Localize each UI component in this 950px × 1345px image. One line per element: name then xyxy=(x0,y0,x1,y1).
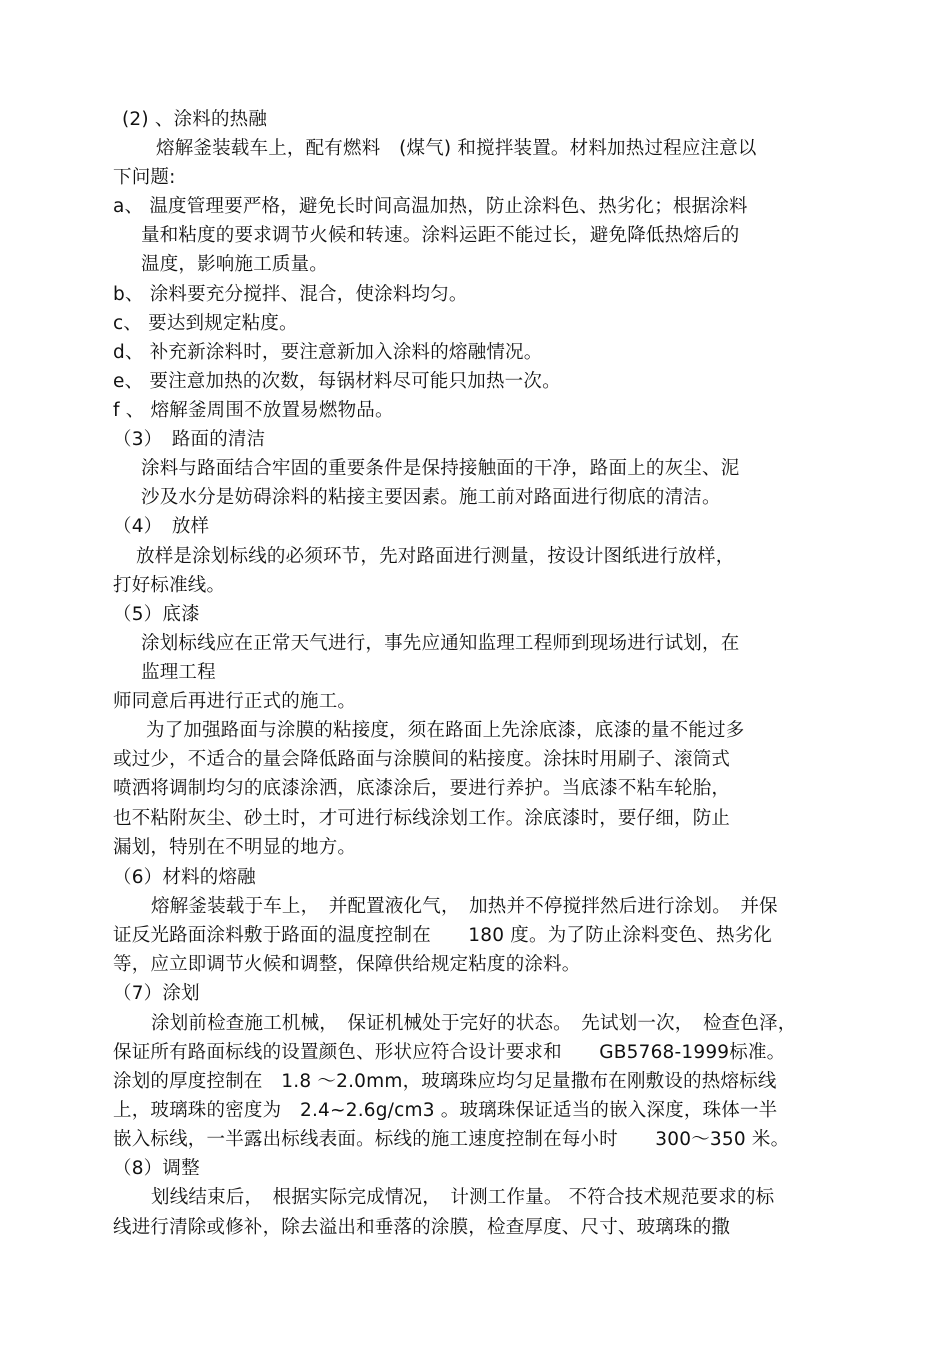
section-heading-3: （3） 路面的清洁 xyxy=(113,429,266,450)
paragraph-line: 熔解釜装载于车上， 并配置液化气， 加热并不停搅拌然后进行涂划。 并保 xyxy=(151,896,778,917)
list-item-a-cont: 温度，影响施工质量。 xyxy=(141,254,329,275)
section-heading-6: （6）材料的熔融 xyxy=(113,867,256,888)
section-heading-8: （8）调整 xyxy=(113,1158,200,1179)
list-item-f: f 、 熔解釜周围不放置易燃物品。 xyxy=(113,400,394,421)
list-item-e: e、 要注意加热的次数，每锅材料尽可能只加热一次。 xyxy=(113,371,561,392)
paragraph-line: 沙及水分是妨碍涂料的粘接主要因素。施工前对路面进行彻底的清洁。 xyxy=(141,487,721,508)
list-item-d: d、 补充新涂料时，要注意新加入涂料的熔融情况。 xyxy=(113,342,543,363)
list-item-a-cont: 量和粘度的要求调节火候和转速。涂料运距不能过长，避免降低热熔后的 xyxy=(141,225,740,246)
paragraph-line: 放样是涂划标线的必须环节，先对路面进行测量，按设计图纸进行放样， xyxy=(136,546,735,567)
paragraph-line: 上，玻璃珠的密度为 2.4~2.6g/cm3 。玻璃珠保证适当的嵌入深度，珠体一半 xyxy=(113,1100,778,1121)
paragraph-line: 师同意后再进行正式的施工。 xyxy=(113,691,357,712)
list-item-c: c、 要达到规定粘度。 xyxy=(113,313,298,334)
paragraph-line: 漏划，特别在不明显的地方。 xyxy=(113,837,357,858)
paragraph-line: 涂划的厚度控制在 1.8 ～2.0mm，玻璃珠应均匀足量撒布在刚敷设的热熔标线 xyxy=(113,1071,777,1092)
section-heading-7: （7）涂划 xyxy=(113,983,200,1004)
section-heading-4: （4） 放样 xyxy=(113,516,210,537)
section-heading-2: (2) 、涂料的热融 xyxy=(122,109,268,130)
paragraph-line: 打好标准线。 xyxy=(113,575,226,596)
section-heading-5: （5）底漆 xyxy=(113,604,200,625)
paragraph-line: 划线结束后， 根据实际完成情况， 计测工作量。 不符合技术规范要求的标 xyxy=(151,1187,775,1208)
paragraph-line: 监理工程 xyxy=(141,662,216,683)
paragraph-line: 证反光路面涂料敷于路面的温度控制在 180 度。为了防止涂料变色、热劣化 xyxy=(113,925,773,946)
paragraph-line: 涂划前检查施工机械， 保证机械处于完好的状态。 先试划一次， 检查色泽， xyxy=(151,1013,797,1034)
paragraph-line: 为了加强路面与涂膜的粘接度，须在路面上先涂底漆，底漆的量不能过多 xyxy=(146,720,745,741)
list-item-a: a、 温度管理要严格，避免长时间高温加热，防止涂料色、热劣化；根据涂料 xyxy=(113,196,748,217)
paragraph-line: 熔解釜装载车上，配有燃料 (煤气) 和搅拌装置。材料加热过程应注意以 xyxy=(156,138,757,159)
paragraph-line: 嵌入标线，一半露出标线表面。标线的施工速度控制在每小时 300～350 米。 xyxy=(113,1129,790,1150)
paragraph-line: 涂料与路面结合牢固的重要条件是保持接触面的干净，路面上的灰尘、泥 xyxy=(141,458,740,479)
paragraph-line: 下问题: xyxy=(113,167,176,188)
paragraph-line: 也不粘附灰尘、砂土时，才可进行标线涂划工作。涂底漆时，要仔细，防止 xyxy=(113,808,731,829)
paragraph-line: 线进行清除或修补，除去溢出和垂落的涂膜，检查厚度、尺寸、玻璃珠的撒 xyxy=(113,1217,731,1238)
paragraph-line: 保证所有路面标线的设置颜色、形状应符合设计要求和 GB5768-1999标准。 xyxy=(113,1042,786,1063)
paragraph-line: 喷洒将调制均匀的底漆涂洒，底漆涂后，要进行养护。当底漆不粘车轮胎， xyxy=(113,778,731,799)
paragraph-line: 等，应立即调节火候和调整，保障供给规定粘度的涂料。 xyxy=(113,954,581,975)
list-item-b: b、 涂料要充分搅拌、混合，使涂料均匀。 xyxy=(113,284,468,305)
paragraph-line: 涂划标线应在正常天气进行，事先应通知监理工程师到现场进行试划，在 xyxy=(141,633,740,654)
paragraph-line: 或过少，不适合的量会降低路面与涂膜间的粘接度。涂抹时用刷子、滚筒式 xyxy=(113,749,731,770)
